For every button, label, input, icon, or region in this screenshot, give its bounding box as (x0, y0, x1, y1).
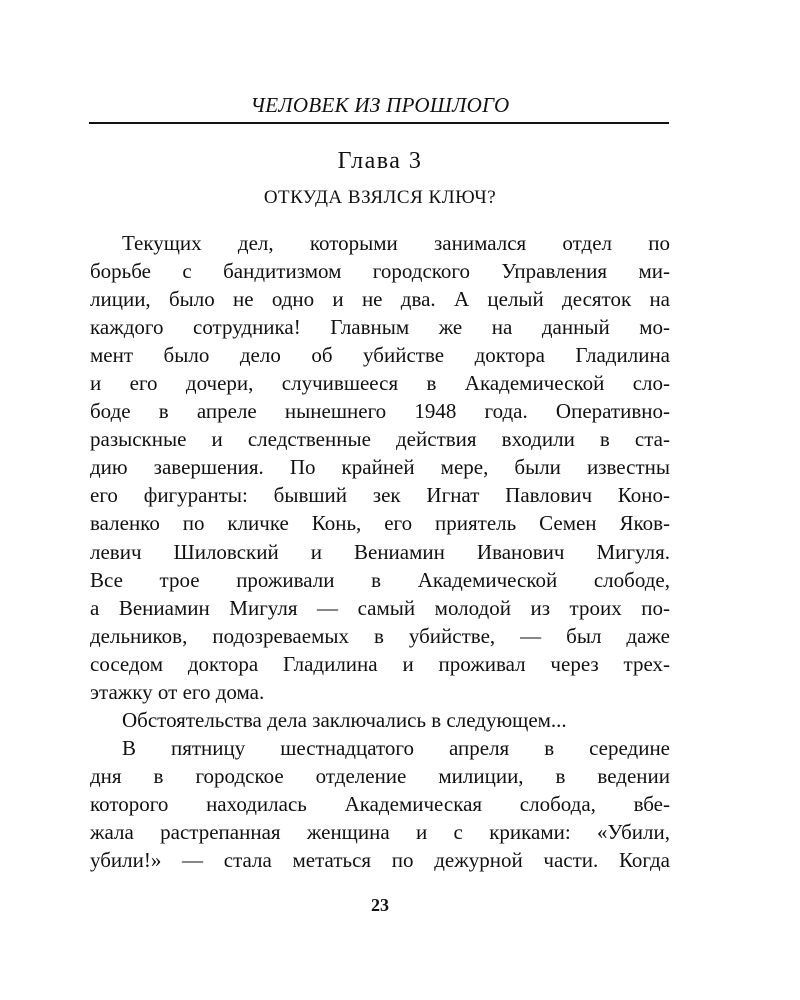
chapter-title: ОТКУДА ВЗЯЛСЯ КЛЮЧ? (263, 187, 497, 208)
text-line: Обстоятельства дела заключались в следующем... (122, 707, 567, 732)
text-line: его фигуранты: бывший зек Игнат Павлович Коно- (90, 483, 670, 508)
text-line: валенко по кличке Конь, его приятель Семен Яков- (90, 511, 670, 536)
body-text (90, 229, 670, 874)
text-line: а Вениамин Мигуля — самый молодой из троих по- (90, 595, 670, 620)
text-line: боде в апреле нынешнего 1948 года. Оперативно- (90, 399, 670, 424)
text-line: борьбе с бандитизмом городского Управления ми- (90, 259, 670, 284)
text-line: убили!» — стала метаться по дежурной части. Когда (90, 848, 670, 873)
text-line: этажку от его дома. (90, 679, 265, 704)
text-line: Текущих дел, которыми занимался отдел по (122, 231, 670, 255)
text-line: Все трое проживали в Академической слободе, (90, 567, 670, 592)
text-line: дию завершения. По крайней мере, были известны (90, 455, 670, 480)
text-line: разыскные и следственные действия входили в ста- (90, 427, 670, 452)
text-line: лиции, было не одно и не два. А целый десяток на (90, 287, 670, 312)
text-line: каждого сотрудника! Главным же на данный мо- (90, 315, 670, 340)
text-line: дня в городское отделение милиции, в ведении (90, 763, 670, 788)
text-line: дельников, подозреваемых в убийстве, — был даже (90, 623, 670, 648)
chapter-number: Глава 3 (337, 148, 423, 174)
running-head: ЧЕЛОВЕК ИЗ ПРОШЛОГО (250, 93, 510, 117)
text-line: и его дочери, случившееся в Академической сло- (90, 371, 670, 396)
text-line: левич Шиловский и Вениамин Иванович Мигуля. (90, 539, 670, 564)
text-line: соседом доктора Гладилина и проживал через трех- (90, 651, 670, 676)
text-line: жала растрепанная женщина и с криками: «Убили, (90, 819, 670, 844)
text-line: В пятницу шестнадцатого апреля в середине (122, 735, 670, 760)
page-number: 23 (371, 895, 389, 915)
header-rule (89, 122, 669, 124)
text-line: мент было дело об убийстве доктора Гладилина (90, 343, 670, 368)
text-line: которого находилась Академическая слобода, вбе- (90, 791, 670, 816)
